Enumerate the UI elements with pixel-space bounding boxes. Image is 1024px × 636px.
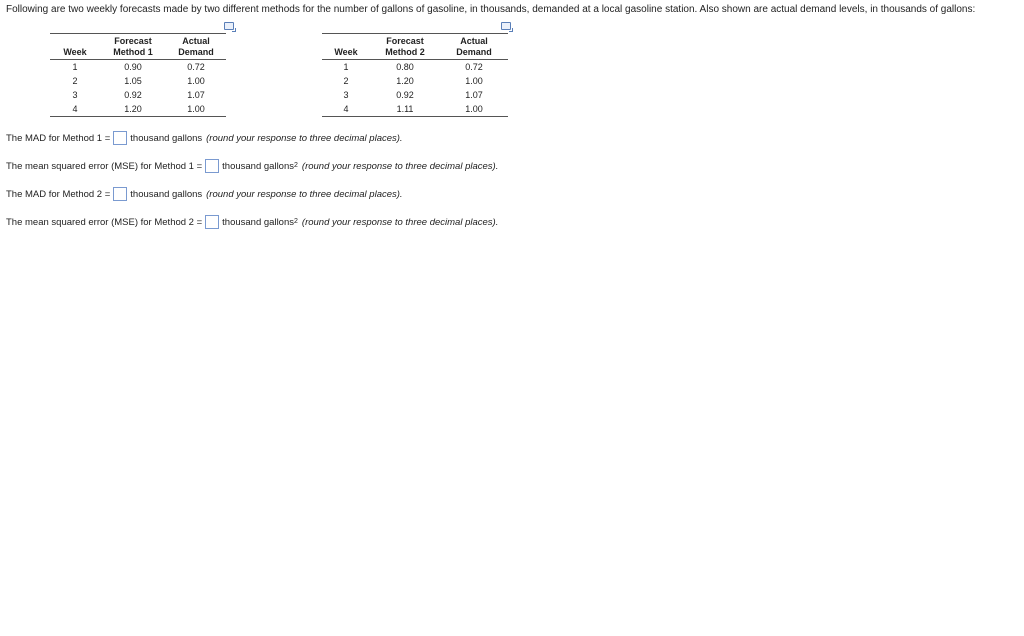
table-method-2 <box>322 33 508 117</box>
forecast-cell: 0.92 <box>396 90 414 100</box>
question-mad-method-2 <box>6 187 403 201</box>
problem-intro: Following are two weekly forecasts made by two different methods for the number of gallons of gasoline, in thousands, demanded at a local gasoline station. Also shown are actual demand levels, in thousands of gallons: <box>6 4 976 15</box>
mse-method-1-input[interactable] <box>205 159 219 173</box>
actual-cell: 1.07 <box>187 90 205 100</box>
question-prefix: The mean squared error (MSE) for Method 1 = <box>6 160 203 172</box>
question-mse-method-2: The mean squared error (MSE) for Method 2 = thousand gallons 2 (round your response to three decimal places). <box>6 216 499 228</box>
forecast-cell: 0.80 <box>396 62 414 72</box>
week-cell: 4 <box>72 104 78 114</box>
week-cell: 3 <box>72 90 78 100</box>
week-header: Week <box>334 47 358 57</box>
table-row <box>50 60 226 75</box>
table-method-1 <box>50 33 226 117</box>
question-hint: (round your response to three decimal places). <box>301 160 499 172</box>
table-row <box>322 102 508 117</box>
question-unit: thousand gallons <box>222 160 294 172</box>
forecast-cell: 0.92 <box>124 90 142 100</box>
week-cell: 1 <box>72 62 78 72</box>
actual-cell: 1.00 <box>465 76 483 86</box>
mad-method-2-input[interactable] <box>113 187 127 201</box>
table-row <box>50 74 226 88</box>
actual-header: Actual Demand <box>456 36 492 57</box>
week-cell: 4 <box>343 104 349 114</box>
question-hint: (round your response to three decimal places). <box>301 216 499 228</box>
forecast-cell: 0.90 <box>124 62 142 72</box>
forecast-cell: 1.11 <box>396 104 414 114</box>
question-hint: (round your response to three decimal places). <box>206 188 403 200</box>
week-cell: 1 <box>343 62 349 72</box>
table-row <box>322 74 508 88</box>
mad-method-1-input[interactable] <box>113 131 127 145</box>
actual-cell: 0.72 <box>465 62 483 72</box>
forecast-cell: 1.20 <box>124 104 142 114</box>
actual-cell: 0.72 <box>187 62 205 72</box>
question-mse-method-1: The mean squared error (MSE) for Method 1 = thousand gallons 2 (round your response to three decimal places). <box>6 160 499 172</box>
question-unit: thousand gallons <box>130 188 203 200</box>
copy-data-icon[interactable] <box>501 22 511 30</box>
table-row <box>322 60 508 75</box>
week-cell: 2 <box>72 76 78 86</box>
forecast-header: Forecast Method 2 <box>385 36 425 57</box>
question-prefix: The MAD for Method 1 = <box>6 132 111 144</box>
table-row <box>50 102 226 117</box>
week-cell: 3 <box>343 90 349 100</box>
table-header-row <box>322 34 508 60</box>
question-prefix: The MAD for Method 2 = <box>6 188 111 200</box>
question-mad-method-1 <box>6 131 403 145</box>
actual-cell: 1.00 <box>187 104 205 114</box>
actual-cell: 1.00 <box>187 76 205 86</box>
week-cell: 2 <box>343 76 349 86</box>
actual-cell: 1.00 <box>465 104 483 114</box>
question-unit: thousand gallons <box>222 216 294 228</box>
actual-header: Actual Demand <box>178 36 214 57</box>
forecast-cell: 1.20 <box>396 76 414 86</box>
mse-method-2-input[interactable] <box>205 215 219 229</box>
question-unit: thousand gallons <box>130 132 203 144</box>
table-row <box>322 88 508 102</box>
question-prefix: The mean squared error (MSE) for Method 2 = <box>6 216 203 228</box>
question-hint: (round your response to three decimal places). <box>206 132 403 144</box>
week-header: Week <box>63 47 87 57</box>
table-header-row <box>50 34 226 60</box>
table-row <box>50 88 226 102</box>
actual-cell: 1.07 <box>465 90 483 100</box>
copy-data-icon[interactable] <box>224 22 234 30</box>
forecast-header: Forecast Method 1 <box>113 36 153 57</box>
forecast-cell: 1.05 <box>124 76 142 86</box>
